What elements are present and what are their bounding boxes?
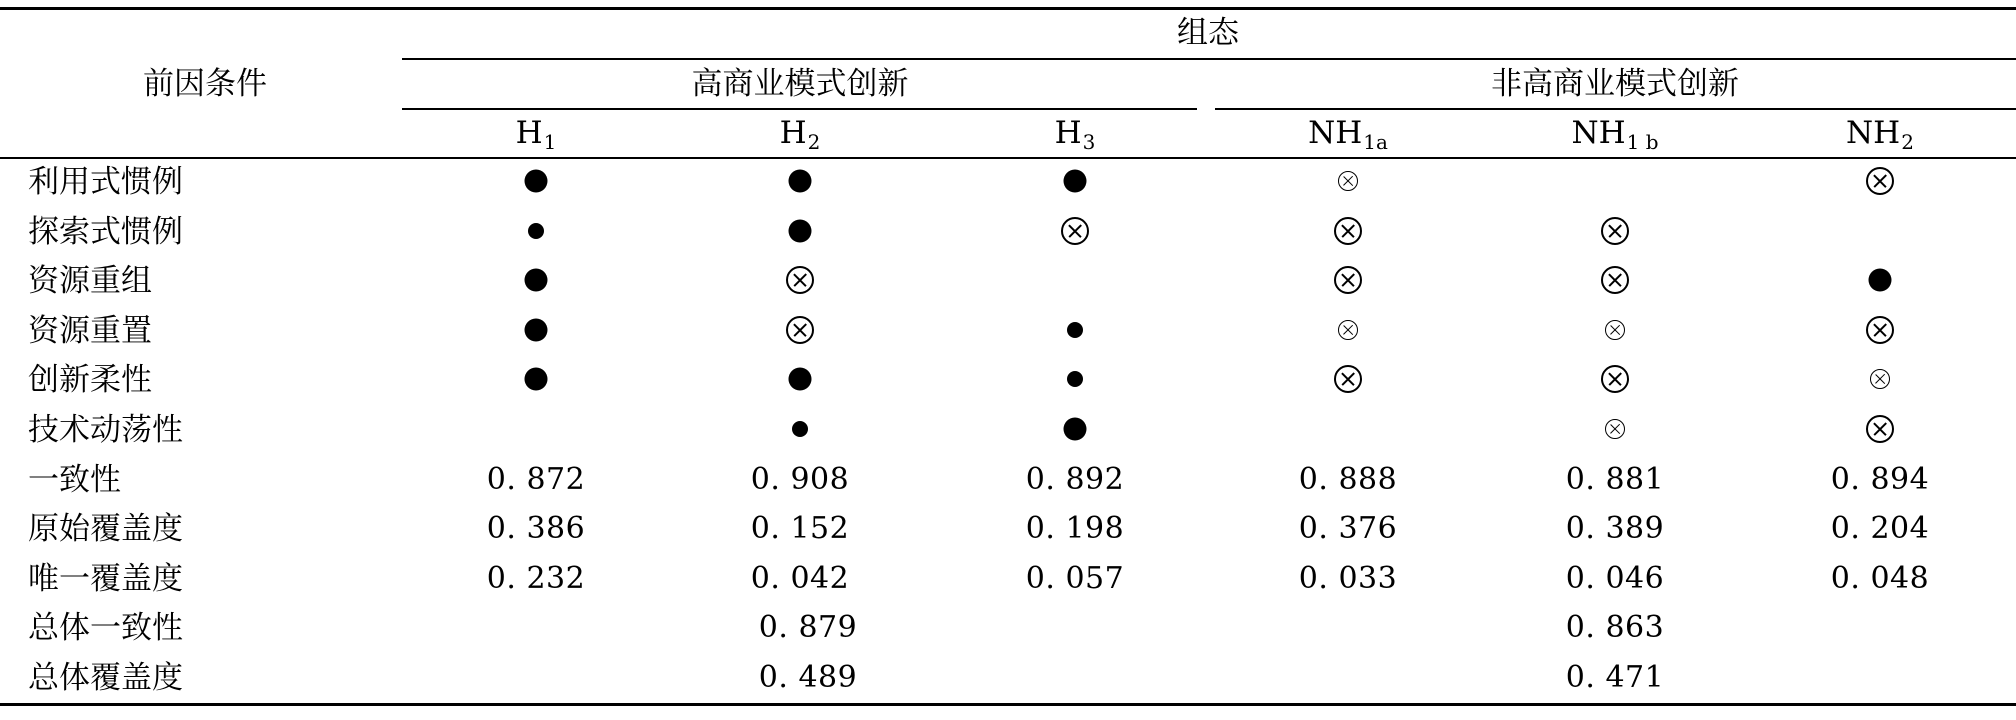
peripheral-present-dot [528,223,544,239]
peripheral-present-dot [1067,322,1083,338]
column-header [1055,108,1096,158]
core-absent-cross-icon [1601,365,1629,393]
column-header-base: H [515,115,543,151]
peripheral-absent-cross-icon [1870,369,1890,389]
metric-value: 0. 386 [486,511,586,547]
metric-value: 0. 908 [750,461,850,497]
peripheral-present-dot [792,421,808,437]
core-absent-cross-icon [786,316,814,344]
overall-label: 总体覆盖度 [28,660,183,696]
metric-value: 0. 057 [1025,560,1125,596]
overall-nonhigh-value: 0. 863 [1565,610,1665,646]
metric-value: 0. 892 [1025,461,1125,497]
high-group-header: 高商业模式创新 [691,66,909,102]
overall-nonhigh-value: 0. 471 [1565,660,1665,695]
column-header [1846,108,1914,158]
configuration-header: 组态 [1177,15,1239,51]
configuration-rule [402,58,2016,60]
column-header-subscript: 3 [1082,130,1096,154]
core-absent-cross-icon [1334,266,1362,294]
metric-label: 唯一覆盖度 [28,560,183,597]
condition-header: 前因条件 [143,66,267,102]
metric-value: 0. 872 [486,461,586,497]
core-absent-cross-icon [1866,316,1894,344]
metric-value: 0. 198 [1025,511,1125,547]
column-header-subscript: 2 [807,130,821,154]
condition-label: 探索式惯例 [28,213,183,250]
bottom-rule [0,703,2016,706]
core-present-dot [789,170,812,193]
metric-value: 0. 048 [1830,560,1930,596]
condition-label: 资源重组 [28,263,152,300]
metric-value: 0. 376 [1298,511,1398,547]
core-absent-cross-icon [1061,217,1089,245]
condition-label: 利用式惯例 [28,164,183,200]
peripheral-absent-cross-icon [1605,419,1625,439]
column-header-subscript: 1a [1363,130,1388,154]
metric-value: 0. 204 [1830,511,1930,547]
core-present-dot [525,318,548,341]
core-absent-cross-icon [1334,217,1362,245]
metric-label: 原始覆盖度 [28,511,183,548]
column-header-subscript: 1 b [1626,130,1659,154]
core-present-dot [525,170,548,193]
metric-value: 0. 881 [1565,461,1665,497]
column-header-base: NH [1308,115,1363,151]
metric-value: 0. 152 [750,511,850,547]
column-header-base: NH [1846,115,1901,151]
core-absent-cross-icon [1601,217,1629,245]
nonhigh-group-header: 非高商业模式创新 [1491,66,1739,102]
condition-label: 技术动荡性 [28,412,183,448]
column-header [1571,108,1658,158]
metric-value: 0. 033 [1298,560,1398,596]
core-present-dot [525,368,548,391]
overall-label: 总体一致性 [28,610,183,647]
column-header [516,108,557,158]
metric-value: 0. 894 [1830,461,1930,497]
metric-value: 0. 046 [1565,560,1665,596]
core-present-dot [789,219,812,242]
core-absent-cross-icon [1866,167,1894,195]
column-header-base: NH [1571,115,1626,151]
core-absent-cross-icon [1866,415,1894,443]
core-present-dot [1869,269,1892,292]
metric-value: 0. 042 [750,560,850,596]
peripheral-absent-cross-icon [1338,320,1358,340]
core-absent-cross-icon [1334,365,1362,393]
overall-high-value: 0. 489 [758,660,858,695]
core-absent-cross-icon [786,266,814,294]
peripheral-present-dot [1067,371,1083,387]
core-absent-cross-icon [1601,266,1629,294]
column-header [780,108,821,158]
peripheral-absent-cross-icon [1338,171,1358,191]
core-present-dot [1064,170,1087,193]
column-header-subscript: 2 [1901,130,1914,154]
core-present-dot [525,269,548,292]
column-header-base: H [779,115,807,151]
top-rule [0,7,2016,10]
metric-value: 0. 389 [1565,511,1665,547]
metric-label: 一致性 [28,461,121,498]
core-present-dot [1064,418,1087,441]
overall-high-value: 0. 879 [758,610,858,646]
peripheral-absent-cross-icon [1605,320,1625,340]
core-present-dot [789,368,812,391]
header-bottom-rule [0,157,2016,159]
metric-value: 0. 888 [1298,461,1398,497]
column-header-base: H [1054,115,1082,151]
metric-value: 0. 232 [486,560,586,596]
column-header [1308,108,1388,158]
column-header-subscript: 1 [543,130,557,154]
condition-label: 资源重置 [28,312,152,349]
condition-label: 创新柔性 [28,362,152,399]
